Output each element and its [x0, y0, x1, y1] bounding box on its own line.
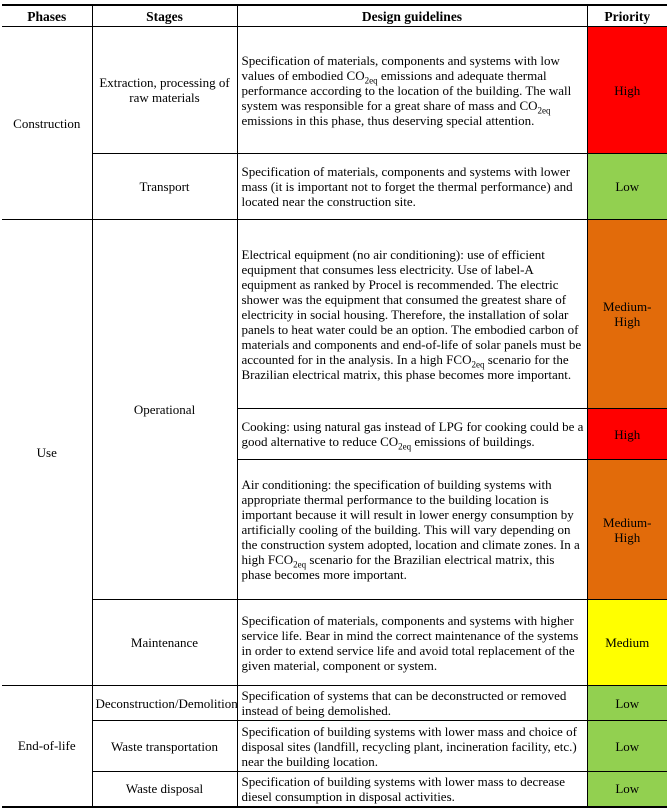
- stage-cell: Transport: [92, 154, 237, 220]
- stage-cell: Deconstruction/Demolition: [92, 686, 237, 721]
- guideline-cell: Specification of materials, components and systems with higher service life. Bear in mind the correct maintenance of the systems in order to extend service life and avoid total replacement of the given material, component or system.: [237, 600, 587, 686]
- stage-cell: Waste transportation: [92, 721, 237, 772]
- table-row: [2, 27, 667, 154]
- header-guidelines: Design guidelines: [237, 5, 587, 27]
- priority-badge: High: [587, 27, 667, 154]
- guideline-cell: Specification of materials, components and systems with lower mass (it is important not to forget the thermal performance) and located near the construction site.: [237, 154, 587, 220]
- table-row: [2, 600, 667, 686]
- phase-cell: Construction: [13, 115, 81, 131]
- priority-badge: Low: [587, 772, 667, 807]
- design-guidelines-table: [2, 4, 667, 808]
- phase-use-group: [2, 220, 667, 686]
- guideline-cell: Specification of materials, components and systems with low values of embodied $CO_{2eq}$ emissions and adequate thermal performance according to the location of the building. The wall system was responsible for a great share of mass and $CO_{2eq}$ emissions in this phase, thus deserving special attention.: [237, 27, 587, 154]
- priority-badge: High: [587, 409, 667, 460]
- table-row: [2, 220, 667, 409]
- stage-cell: Operational: [92, 220, 237, 600]
- phase-construction-group: [2, 27, 667, 220]
- table-row: [2, 721, 667, 772]
- stage-cell: Waste disposal: [92, 772, 237, 807]
- guideline-cell: Electrical equipment (no air conditioning): use of efficient equipment that consumes less electricity. Use of label-A equipment as ranked by Procel is recommended. The electric shower was the equipment that consumed the greatest share of electricity in social housing. Therefore, the installation of solar panels to heat water could be an option. The embodied carbon of materials and components and end-of-life of solar panels must be accounted for in the analysis. In a high $FCO_{2eq}$ scenario for the Brazilian electrical matrix, this phase becomes more important.: [237, 220, 587, 409]
- priority-badge: Medium-High: [587, 460, 667, 600]
- stage-cell: Maintenance: [92, 600, 237, 686]
- guidelines-table-container: [2, 4, 667, 808]
- header-stages: Stages: [92, 5, 237, 27]
- stage-cell: Extraction, processing of raw materials: [92, 27, 237, 154]
- guideline-cell: Specification of systems that can be deconstructed or removed instead of being demolished.: [237, 686, 587, 721]
- priority-badge: Medium-High: [587, 220, 667, 409]
- guideline-cell: Cooking: using natural gas instead of LPG for cooking could be a good alternative to reduce $CO_{2eq}$ emissions of buildings.: [237, 409, 587, 460]
- guideline-cell: Specification of building systems with lower mass to decrease diesel consumption in disposal activities.: [237, 772, 587, 807]
- priority-badge: Low: [587, 721, 667, 772]
- priority-badge: Medium: [587, 600, 667, 686]
- table-row: [2, 686, 667, 721]
- priority-badge: Low: [587, 686, 667, 721]
- table-row: [2, 154, 667, 220]
- guideline-cell: Air conditioning: the specification of building systems with appropriate thermal performance to the building location is important because it will result in lower energy consumption by artificially cooling of the building. This will vary depending on the construction system adopted, location and climate zones. In a high $FCO_{2eq}$ scenario for the Brazilian electrical matrix, this phase becomes more important.: [237, 460, 587, 600]
- header-phases: Phases: [27, 8, 67, 24]
- phase-eol-group: [2, 686, 667, 807]
- phase-cell: End-of-life: [17, 738, 76, 754]
- table-row: [2, 772, 667, 807]
- phase-cell: Use: [36, 445, 57, 460]
- guideline-cell: Specification of building systems with lower mass and choice of disposal sites (landfill, recycling plant, incineration facility, etc.) near the building location.: [237, 721, 587, 772]
- header-priority: Priority: [587, 5, 667, 27]
- priority-badge: Low: [587, 154, 667, 220]
- header-row: [2, 5, 667, 27]
